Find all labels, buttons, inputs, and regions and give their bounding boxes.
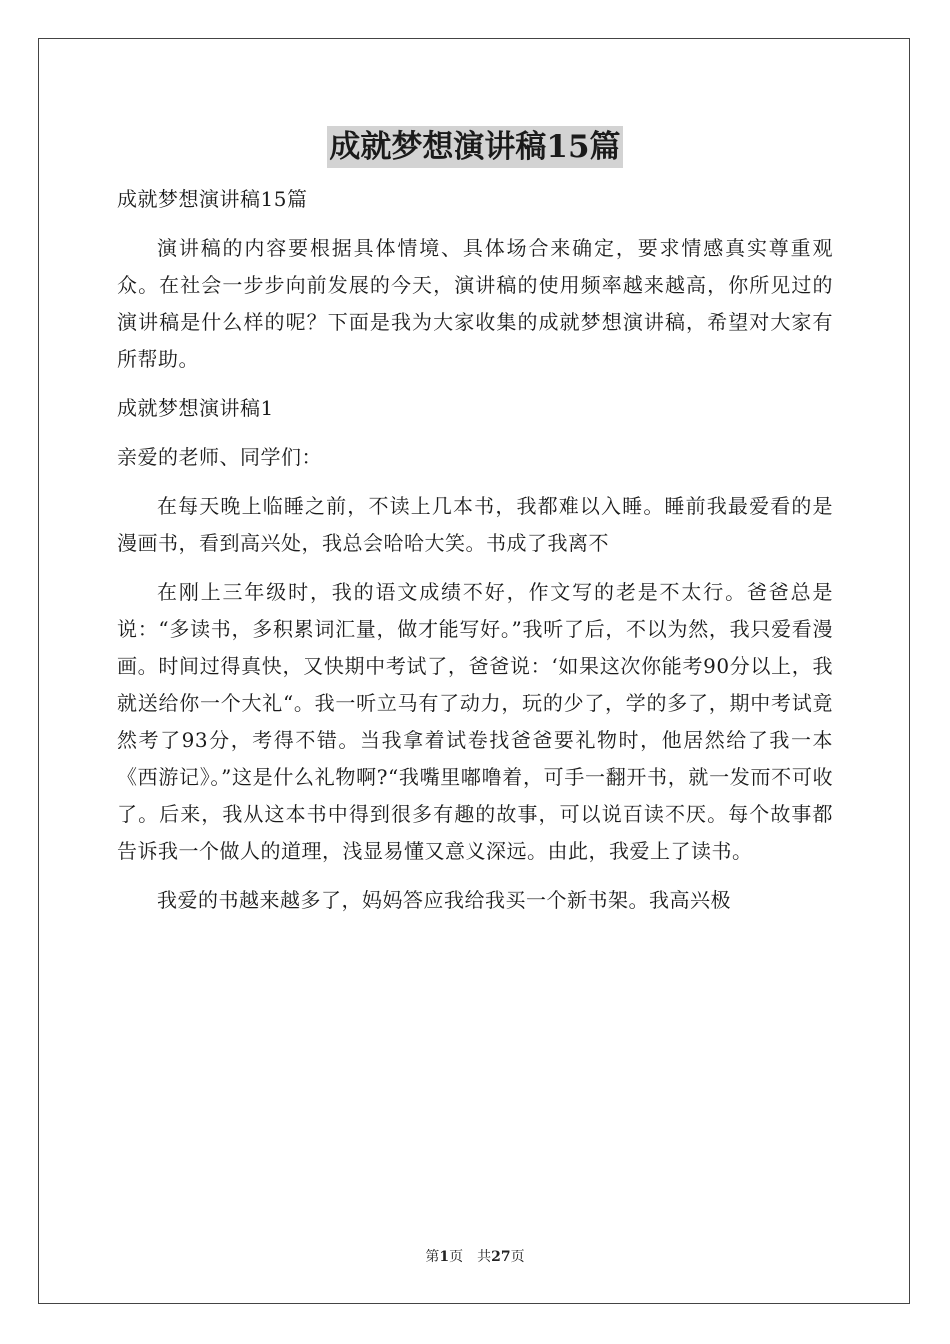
- page-total: 27: [491, 1249, 511, 1265]
- page-suffix: 页: [510, 1249, 525, 1265]
- paragraph: 亲爱的老师、同学们：: [117, 445, 322, 469]
- page-title: 成就梦想演讲稿15篇: [327, 126, 622, 168]
- paragraph: 在刚上三年级时，我的语文成绩不好，作文写的老是不太行。爸爸总是说：“多读书，多积累词汇量，做才能写好。”我听了后，不以为然，我只爱看漫画。时间过得真快，又快期中考试了，爸爸说：‘如果这次你能考90分以上，我就送给你一个大礼“。我一听立马有了动力，玩的少了，学的多了，期中考试竟然考了93分，考得不错。当我拿着试卷找爸爸要礼物时，他居然给了我一本《西游记》。”这是什么礼物啊?“我嘴里嘟噜着，可手一翻开书，就一发而不可收了。后来，我从这本书中得到很多有趣的故事，可以说百读不厌。每个故事都告诉我一个做人的道理，浅显易懂又意义深远。由此，我爱上了读书。: [117, 580, 833, 863]
- page-mid: 页 共: [449, 1249, 492, 1265]
- paragraph: 在每天晚上临睡之前，不读上几本书，我都难以入睡。睡前我最爱看的是漫画书，看到高兴处，我总会哈哈大笑。书成了我离不: [117, 494, 833, 555]
- paragraph: 演讲稿的内容要根据具体情境、具体场合来确定，要求情感真实尊重观众。在社会一步步向前发展的今天，演讲稿的使用频率越来越高，你所见过的演讲稿是什么样的呢？下面是我为大家收集的成就梦想演讲稿，希望对大家有所帮助。: [117, 236, 833, 371]
- page-footer: [0, 1248, 950, 1266]
- paragraph: 成就梦想演讲稿15篇: [117, 187, 308, 211]
- paragraph: 我爱的书越来越多了，妈妈答应我给我买一个新书架。我高兴极: [157, 888, 731, 912]
- title-container: [0, 126, 950, 168]
- page-current: 1: [439, 1249, 450, 1265]
- paragraph: 成就梦想演讲稿1: [117, 396, 274, 420]
- page-prefix: 第: [425, 1249, 440, 1265]
- document-body: [117, 181, 833, 931]
